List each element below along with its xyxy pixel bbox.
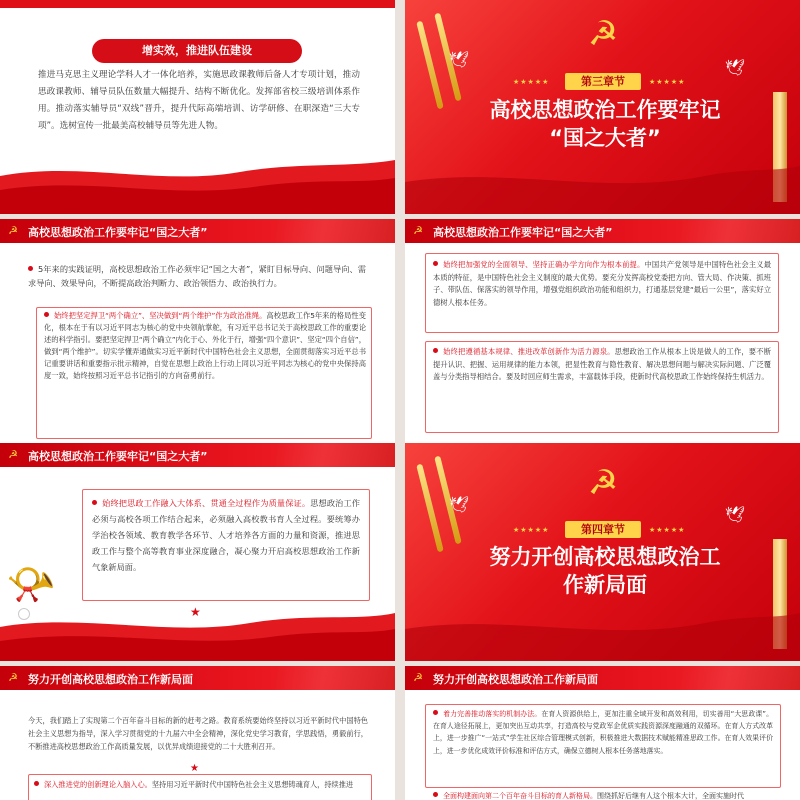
star-icon: ★★★★★ xyxy=(513,78,550,86)
paragraph: 5年来的实践证明，高校思想政治工作必须牢记“国之大者”，紧盯目标导向、问题导向、需求导向、效果导向，不断提高政治判断力、政治领悟力、政治执行力。 xyxy=(28,264,366,288)
bullet-dot xyxy=(44,312,49,317)
dove-icon: 🕊 xyxy=(449,50,470,69)
chapter-label: 第三章节 xyxy=(565,73,641,90)
top-band xyxy=(0,0,395,8)
chapter-title-line2: “国之大者” xyxy=(549,126,661,150)
bullet-dot xyxy=(433,792,438,797)
bullet-dot xyxy=(433,348,438,353)
paragraph: 中国共产党领导是中国特色社会主义最本质的特征，是中国特色社会主义制度的最大优势。要充分发挥高校党委把方向、管大局、作决策、抓班子、带队伍、保落实的领导作用，增强党组织政治功能和组织力，打通基层党建“最后一公里”，落实好立德树人根本任务。 xyxy=(433,260,772,307)
slide-8[interactable] xyxy=(405,666,800,800)
paragraph: 坚持用习近平新时代中国特色社会主义思想铸魂育人，持续推进 xyxy=(151,780,354,789)
red-wave-decoration xyxy=(405,603,800,661)
slide-header-title: 努力开创高校思想政治工作新局面 xyxy=(433,673,598,686)
star-icon: ★ xyxy=(190,763,199,774)
section-pill: 增实效，推进队伍建设 xyxy=(92,39,302,63)
boxed-text xyxy=(34,779,366,791)
slide-header-title: 努力开创高校思想政治工作新局面 xyxy=(28,673,193,686)
bullet-dot xyxy=(92,500,97,505)
highlight-text: 全面构建面向第二个百年奋斗目标的育人新格局。 xyxy=(443,792,597,800)
slide-header xyxy=(0,219,395,243)
hammer-sickle-icon: ☭ xyxy=(587,463,619,503)
star-icon: ★★★★★ xyxy=(649,526,686,534)
bullet-dot xyxy=(34,781,39,786)
boxed-text xyxy=(92,495,360,575)
highlight-text: 始终把加强党的全面领导、坚持正确办学方向作为根本前提。 xyxy=(443,260,645,269)
boxed-text xyxy=(433,346,771,384)
hammer-sickle-icon: ☭ xyxy=(8,224,18,237)
slide-header-title: 高校思想政治工作要牢记“国之大者” xyxy=(433,226,613,239)
slide-header xyxy=(405,219,800,243)
highlight-text: 始终把思政工作融入大体系、贯通全过程作为质量保证。 xyxy=(102,498,311,508)
slide-6-chapter[interactable] xyxy=(405,443,800,661)
slide-header-title: 高校思想政治工作要牢记“国之大者” xyxy=(28,450,208,463)
slide-5[interactable] xyxy=(0,443,395,661)
chapter-label: 第四章节 xyxy=(565,521,641,538)
boxed-text xyxy=(433,259,771,309)
dove-icon: 🕊 xyxy=(725,505,746,524)
hammer-sickle-icon: ☭ xyxy=(587,14,619,54)
hammer-sickle-icon: ☭ xyxy=(8,448,18,461)
star-icon: ★★★★★ xyxy=(513,526,550,534)
paragraph: 围绕抓好后继有人这个根本大计，全面实施时代 xyxy=(597,792,744,800)
red-wave-decoration xyxy=(0,603,395,661)
red-wave-decoration xyxy=(405,156,800,214)
slide-header-title: 高校思想政治工作要牢记“国之大者” xyxy=(28,226,208,239)
boxed-text xyxy=(433,708,773,757)
paragraph: 思想政治工作必须与高校各项工作结合起来，必须融入高校教书育人全过程。要统筹办学治校各领域、教育教学各环节、人才培养各方面的力量和资源，推进思政工作与整个高等教育事业深度融合，凝心聚力开启高校思想政治工作新气象新局面。 xyxy=(92,498,360,572)
highlight-text: 始终把遵循基本规律、推进改革创新作为活力源泉。 xyxy=(443,347,615,356)
slide-header xyxy=(405,666,800,690)
highlight-text: 始终把坚定捍卫“两个确立”、坚决做到“两个维护”作为政治准绳。 xyxy=(54,311,267,320)
slide-body: 推进马克思主义理论学科人才一体化培养，实施思政课教师后备人才专项计划，推动思政课教师、辅导员队伍数量大幅提升、结构不断优化。发挥部省校三级培训体系作用。推动落实辅导员“双线”晋升，提升代际高端培训、访学研修、在职深造“三大专项”。选树宣传一批最美高校辅导员等先进人物。 xyxy=(38,70,360,131)
slide-3[interactable] xyxy=(0,219,395,444)
paragraph: 在育人资源供给上，更加注重全域开发和高效利用，切实善用“大思政课”。在育人途径拓展上，更加突出互动共享，打造高校与党政军企优质实践资源深度融通的双循环。在育人方式改革上，进一步推广“一站式”学生社区综合管理模式创新，积极推进大数据技术赋能精准思政工作。在育人效果评价上，进一步优化成效评价标准和评估方式，确保立德树人根本任务落地落实。 xyxy=(433,710,773,755)
chapter-title-line1: 高校思想政治工作要牢记 xyxy=(489,98,721,122)
bullet-dot xyxy=(28,266,33,271)
dove-icon: 🕊 xyxy=(725,58,746,77)
chapter-title-line2: 作新局面 xyxy=(563,573,647,597)
bullet-dot xyxy=(433,261,438,266)
highlight-text: 深入推进党的创新理论入脑入心。 xyxy=(44,780,152,789)
slide-body xyxy=(28,263,366,290)
slide-header xyxy=(0,443,395,467)
red-wave-decoration xyxy=(0,156,395,214)
hammer-sickle-icon: ☭ xyxy=(8,671,18,684)
slide-1[interactable] xyxy=(0,0,395,214)
boxed-text xyxy=(433,790,773,800)
slide-4[interactable] xyxy=(405,219,800,444)
highlight-text: 着力完善推动落实的机制办法。 xyxy=(443,710,542,718)
paragraph: 高校思政工作5年来的格局性变化，根本在于有以习近平同志为核心的党中央领航掌舵，有习近平总书记关于高校思政工作的重要论述的科学指引。要把坚定捍卫“两个确立”内化于心、外化于行，增强“四个意识”、坚定“四个自信”，做到“两个维护”。切实学懂弄通做实习近平新时代中国特色社会主义思想，全面贯彻落实习近平总书记重要讲话和重要指示批示精神，自觉在思想上政治上行动上同以习近平同志为核心的党中央保持高度一致，始终按照习近平总书记指引的方向奋勇前行。 xyxy=(44,311,366,380)
slide-2-chapter[interactable] xyxy=(405,0,800,214)
star-icon: ★★★★★ xyxy=(649,78,686,86)
dove-icon: 🕊 xyxy=(449,495,470,514)
boxed-text xyxy=(44,310,366,382)
hammer-sickle-icon: ☭ xyxy=(413,224,423,237)
star-icon: ★ xyxy=(190,605,201,619)
trumpet-icon: 📯 xyxy=(6,562,56,608)
chapter-title-line1: 努力开创高校思想政治工 xyxy=(489,545,721,569)
paragraph: 思想政治工作从根本上说是做人的工作，要不断提升认识、把握、运用规律的能力本领，把显性教育与隐性教育、解决思想问题与解决实际问题、广泛覆盖与分类指导相结合。要及时回应师生需求，丰富载体手段，使新时代高校思政工作始终保持生机活力。 xyxy=(433,347,772,381)
slide-body: 今天，我们踏上了实现第二个百年奋斗目标的新的赶考之路。教育系统要始终坚持以习近平新时代中国特色社会主义思想为指导，深入学习贯彻党的十九届六中全会精神，深化党史学习教育，学思践悟，勇毅前行，不断推进高校思想政治工作高质量发展，以优异成绩迎接党的二十大胜利召开。 xyxy=(28,716,368,751)
bullet-dot xyxy=(433,710,438,715)
slide-header xyxy=(0,666,395,690)
hammer-sickle-icon: ☭ xyxy=(413,671,423,684)
slide-7[interactable] xyxy=(0,666,395,800)
